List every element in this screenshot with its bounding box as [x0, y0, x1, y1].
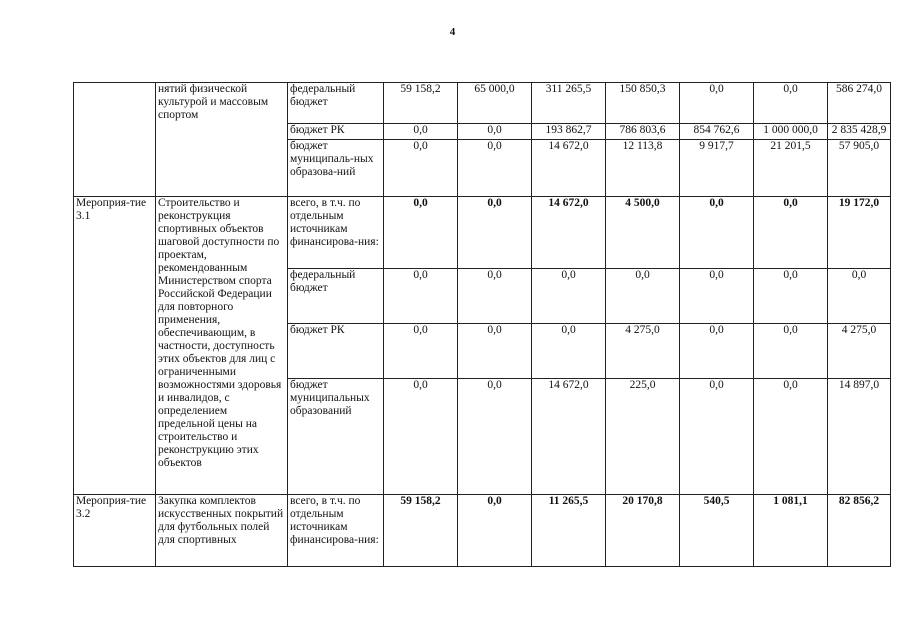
value-cell: 82 856,2 — [828, 495, 891, 567]
value-cell: 57 905,0 — [828, 140, 891, 197]
value-cell: 14 672,0 — [532, 379, 606, 495]
value-cell: 0,0 — [680, 324, 754, 379]
table-row — [74, 495, 891, 567]
value-cell: 12 113,8 — [606, 140, 680, 197]
value-cell: 4 500,0 — [606, 197, 680, 269]
value-cell: 0,0 — [384, 140, 458, 197]
value-cell: 4 275,0 — [828, 324, 891, 379]
funding-source-cell: бюджет РК — [288, 324, 384, 379]
value-cell: 0,0 — [754, 269, 828, 324]
value-cell: 0,0 — [754, 379, 828, 495]
value-cell: 2 835 428,9 — [828, 124, 891, 140]
page-number: 4 — [449, 26, 456, 38]
value-cell: 59 158,2 — [384, 495, 458, 567]
value-cell: 193 862,7 — [532, 124, 606, 140]
value-cell: 0,0 — [458, 197, 532, 269]
value-cell: 0,0 — [754, 324, 828, 379]
value-cell: 20 170,8 — [606, 495, 680, 567]
value-cell: 0,0 — [532, 269, 606, 324]
value-cell: 0,0 — [384, 324, 458, 379]
table-row — [74, 83, 891, 124]
value-cell: 65 000,0 — [458, 83, 532, 124]
value-cell: 1 000 000,0 — [754, 124, 828, 140]
value-cell: 0,0 — [680, 197, 754, 269]
measure-name-cell: Закупка комплектов искусственных покрытий для футбольных полей для спортивных — [156, 495, 288, 567]
measure-code-cell: Мероприя-тие 3.1 — [74, 197, 156, 495]
value-cell: 21 201,5 — [754, 140, 828, 197]
value-cell: 150 850,3 — [606, 83, 680, 124]
value-cell: 9 917,7 — [680, 140, 754, 197]
measure-name-cell: нятий физической культурой и массовым спортом — [156, 83, 288, 197]
value-cell: 1 081,1 — [754, 495, 828, 567]
funding-source-cell: бюджет муниципаль-ных образова-ний — [288, 140, 384, 197]
value-cell: 854 762,6 — [680, 124, 754, 140]
value-cell: 0,0 — [532, 324, 606, 379]
value-cell: 311 265,5 — [532, 83, 606, 124]
value-cell: 0,0 — [384, 124, 458, 140]
value-cell: 14 672,0 — [532, 140, 606, 197]
funding-source-cell: всего, в т.ч. по отдельным источникам финансирова-ния: — [288, 495, 384, 567]
value-cell: 786 803,6 — [606, 124, 680, 140]
value-cell: 0,0 — [828, 269, 891, 324]
value-cell: 0,0 — [680, 269, 754, 324]
value-cell: 0,0 — [458, 269, 532, 324]
value-cell: 0,0 — [606, 269, 680, 324]
value-cell: 14 897,0 — [828, 379, 891, 495]
financing-table — [73, 82, 891, 567]
value-cell: 0,0 — [384, 379, 458, 495]
measure-name-cell: Строительство и реконструкция спортивных объектов шаговой доступности по проектам, рекомендованным Министерством спорта Российской Федерации для повторного применения, обеспечивающим, в частности, доступность этих объектов для лиц с ограниченными возможностями здоровья и инвалидов, с определением предельной цены на строительство и реконструкцию этих объектов — [156, 197, 288, 495]
value-cell: 14 672,0 — [532, 197, 606, 269]
value-cell: 4 275,0 — [606, 324, 680, 379]
value-cell: 0,0 — [458, 124, 532, 140]
value-cell: 0,0 — [458, 379, 532, 495]
funding-source-cell: федеральный бюджет — [288, 83, 384, 124]
funding-source-cell: бюджет РК — [288, 124, 384, 140]
funding-source-cell: бюджет муниципальных образований — [288, 379, 384, 495]
measure-code-cell — [74, 83, 156, 197]
value-cell: 59 158,2 — [384, 83, 458, 124]
measure-code-cell: Мероприя-тие 3.2 — [74, 495, 156, 567]
value-cell: 0,0 — [680, 83, 754, 124]
value-cell: 540,5 — [680, 495, 754, 567]
value-cell: 19 172,0 — [828, 197, 891, 269]
value-cell: 0,0 — [458, 324, 532, 379]
value-cell: 0,0 — [754, 83, 828, 124]
value-cell: 0,0 — [680, 379, 754, 495]
value-cell: 0,0 — [384, 197, 458, 269]
value-cell: 11 265,5 — [532, 495, 606, 567]
value-cell: 225,0 — [606, 379, 680, 495]
value-cell: 0,0 — [458, 495, 532, 567]
value-cell: 0,0 — [384, 269, 458, 324]
funding-source-cell: всего, в т.ч. по отдельным источникам финансирова-ния: — [288, 197, 384, 269]
value-cell: 0,0 — [754, 197, 828, 269]
funding-source-cell: федеральный бюджет — [288, 269, 384, 324]
value-cell: 0,0 — [458, 140, 532, 197]
table-row — [74, 197, 891, 269]
value-cell: 586 274,0 — [828, 83, 891, 124]
